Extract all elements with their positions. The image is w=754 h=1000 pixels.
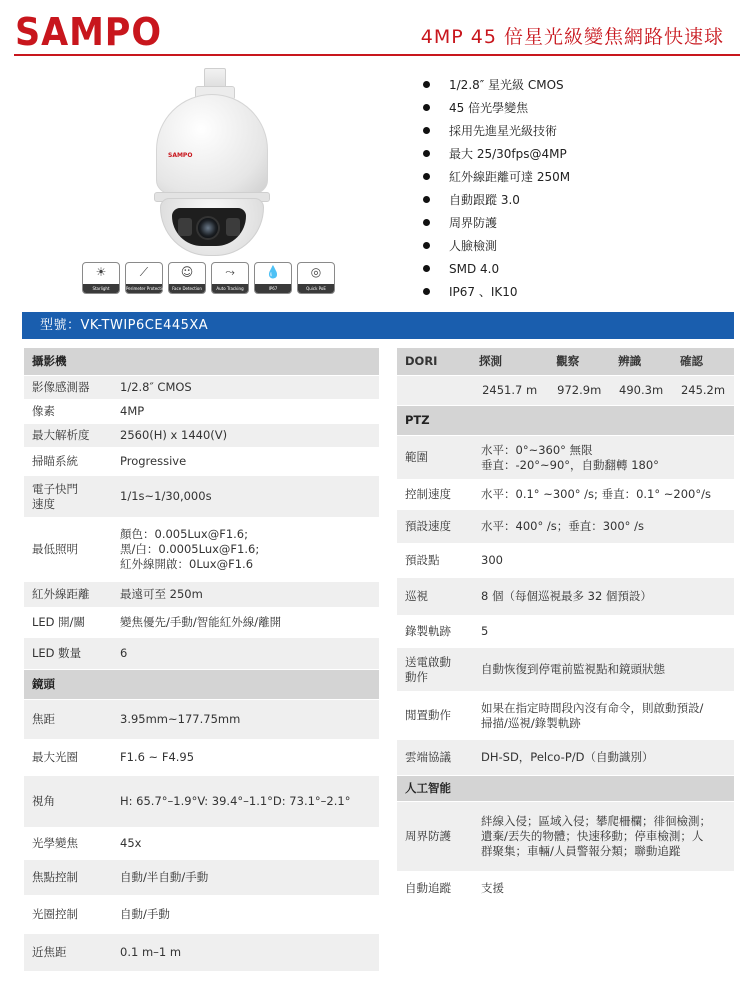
spec-value: 絆線入侵；區域入侵；攀爬柵欄；徘徊檢測； 遺棄/丟失的物體；快速移動；停車檢測；人 群聚集；車輛/人員警報分類；聯動追蹤	[471, 802, 734, 872]
dori-col: 確認	[672, 348, 734, 376]
spec-row	[24, 582, 379, 608]
spec-value: 支援	[471, 872, 734, 906]
spec-row	[24, 740, 379, 776]
spec-label: 預設速度	[397, 510, 471, 544]
spec-label: 像素	[24, 400, 110, 424]
section-header: 攝影機	[24, 348, 379, 376]
spec-value: 水平：400° /s；垂直：300° /s	[471, 510, 734, 544]
spec-row	[397, 872, 734, 906]
spec-label: 光圈控制	[24, 896, 110, 934]
tracking-icon	[211, 262, 249, 294]
spec-label: 光學變焦	[24, 828, 110, 860]
spec-label: 近焦距	[24, 934, 110, 972]
header-divider	[14, 54, 740, 56]
dori-col: 探測	[471, 348, 548, 376]
spec-row	[24, 700, 379, 740]
spec-label: 紅外線距離	[24, 582, 110, 608]
feature-item: 紅外線距離可達 250M	[423, 168, 570, 191]
spec-label: 最大解析度	[24, 424, 110, 448]
spec-row	[24, 896, 379, 934]
brand-logo: SAMPO	[15, 10, 162, 54]
spec-row	[397, 544, 734, 578]
spec-value: 自動/半自動/手動	[110, 860, 379, 896]
spec-value: 8 個（每個巡視最多 32 個預設）	[471, 578, 734, 616]
spec-row	[24, 934, 379, 972]
ir-led-left	[178, 218, 192, 236]
dori-col: 辨識	[610, 348, 672, 376]
dori-value: 490.3m	[610, 376, 672, 406]
tracking-icon-glyph: ⤳	[225, 265, 235, 279]
spec-row	[397, 648, 734, 692]
dori-header-row	[397, 348, 734, 376]
spec-row	[24, 376, 379, 400]
spec-value: 變焦優先/手動/智能紅外線/離開	[110, 608, 379, 638]
feature-item: 45 倍光學變焦	[423, 99, 570, 122]
spec-row	[397, 740, 734, 776]
icon-caption: IP67	[255, 284, 291, 293]
feature-item: IP67 、IK10	[423, 283, 570, 306]
dori-values-row	[397, 376, 734, 406]
spec-label: LED 數量	[24, 638, 110, 670]
feature-item: 採用先進星光級技術	[423, 122, 570, 145]
spec-label: 周界防護	[397, 802, 471, 872]
icon-caption: Quick PoE	[298, 284, 334, 293]
spec-label: 送電啟動 動作	[397, 648, 471, 692]
perimeter-icon	[125, 262, 168, 294]
feature-item: 最大 25/30fps@4MP	[423, 145, 570, 168]
face-icon-glyph: ☺	[180, 265, 194, 279]
dori-label: DORI	[397, 348, 471, 376]
spec-value: DH-SD，Pelco-P/D（自動識別）	[471, 740, 734, 776]
section-header: PTZ	[397, 406, 734, 436]
starlight-icon	[82, 262, 120, 294]
water-icon-glyph: 💧	[265, 265, 281, 279]
spec-row	[24, 400, 379, 424]
spec-label: 控制速度	[397, 480, 471, 510]
spec-row	[24, 476, 379, 518]
spec-value: 最遠可至 250m	[110, 582, 379, 608]
ir-led-right	[226, 218, 240, 236]
model-bar: 型號：VK-TWIP6CE445XA	[22, 312, 734, 339]
spec-value: 3.95mm~177.75mm	[110, 700, 379, 740]
feature-item: SMD 4.0	[423, 260, 570, 283]
spec-label: 影像感測器	[24, 376, 110, 400]
spec-value: 5	[471, 616, 734, 648]
spec-label: 預設點	[397, 544, 471, 578]
spec-label: LED 開/關	[24, 608, 110, 638]
feature-item: 自動跟蹤 3.0	[423, 191, 570, 214]
icon-caption: Auto Tracking	[212, 284, 248, 293]
feature-item: 人臉檢測	[423, 237, 570, 260]
spec-value: 45x	[110, 828, 379, 860]
spec-value: 300	[471, 544, 734, 578]
dori-empty	[397, 376, 471, 406]
section-header: 鏡頭	[24, 670, 379, 700]
poe-icon	[297, 262, 335, 294]
spec-row	[24, 448, 379, 476]
spec-value: 6	[110, 638, 379, 670]
spec-row	[24, 828, 379, 860]
feature-icons	[82, 262, 335, 294]
spec-value: 0.1 m–1 m	[110, 934, 379, 972]
section-header-row	[24, 670, 379, 700]
dori-value: 245.2m	[672, 376, 734, 406]
spec-label: 焦距	[24, 700, 110, 740]
spec-table-left	[24, 348, 379, 972]
spec-value: 水平：0°~360° 無限 垂直：-20°~90°，自動翻轉 180°	[471, 436, 734, 480]
spec-label: 最大光圈	[24, 740, 110, 776]
spec-label: 自動追蹤	[397, 872, 471, 906]
spec-table-right	[397, 348, 734, 906]
spec-value: 1/1s~1/30,000s	[110, 476, 379, 518]
spec-row	[24, 424, 379, 448]
spec-label: 巡視	[397, 578, 471, 616]
spec-label: 閒置動作	[397, 692, 471, 740]
spec-value: 如果在指定時間段內沒有命令，則啟動預設/ 掃描/巡視/錄製軌跡	[471, 692, 734, 740]
spec-value: 顏色：0.005Lux@F1.6; 黑/白：0.0005Lux@F1.6; 紅外線開啟：0Lux@F1.6	[110, 518, 379, 582]
page-title: 4MP 45 倍星光級變焦網路快速球	[420, 26, 724, 48]
spec-label: 電子快門 速度	[24, 476, 110, 518]
spec-label: 範圍	[397, 436, 471, 480]
icon-caption: Starlight	[83, 284, 119, 293]
spec-value: F1.6 ~ F4.95	[110, 740, 379, 776]
spec-row	[24, 608, 379, 638]
camera-dome	[156, 94, 268, 194]
icon-caption: Perimeter Protection	[126, 286, 168, 291]
section-header: 人工智能	[397, 776, 734, 802]
spec-row	[397, 802, 734, 872]
section-header-row	[24, 348, 379, 376]
face-icon	[168, 262, 206, 294]
spec-row	[24, 776, 379, 828]
spec-label: 錄製軌跡	[397, 616, 471, 648]
spec-label: 焦點控制	[24, 860, 110, 896]
perimeter-icon-glyph: ⟋	[139, 265, 149, 279]
spec-row	[397, 692, 734, 740]
icon-caption: Face Detection	[169, 284, 205, 293]
spec-row	[24, 638, 379, 670]
poe-icon-glyph: ◎	[310, 265, 322, 279]
spec-row	[397, 480, 734, 510]
dori-value: 972.9m	[548, 376, 610, 406]
camera-illustration	[150, 68, 270, 258]
camera-brand-mark: SAMPO	[168, 152, 193, 159]
spec-row	[397, 616, 734, 648]
dori-col: 觀察	[548, 348, 610, 376]
spec-label: 最低照明	[24, 518, 110, 582]
spec-row	[24, 518, 379, 582]
spec-value: 4MP	[110, 400, 379, 424]
spec-value: 自動恢復到停電前監視點和鏡頭狀態	[471, 648, 734, 692]
section-header-row	[397, 406, 734, 436]
dori-value: 2451.7 m	[471, 376, 548, 406]
spec-row	[397, 578, 734, 616]
spec-row	[24, 860, 379, 896]
feature-item: 周界防護	[423, 214, 570, 237]
spec-label: 雲端協議	[397, 740, 471, 776]
spec-label: 視角	[24, 776, 110, 828]
spec-value: 2560(H) x 1440(V)	[110, 424, 379, 448]
feature-item: 1/2.8″ 星光級 CMOS	[423, 76, 570, 99]
spec-row	[397, 510, 734, 544]
spec-value: 自動/手動	[110, 896, 379, 934]
water-icon	[254, 262, 292, 294]
section-header-row	[397, 776, 734, 802]
camera-lens	[196, 216, 220, 240]
spec-label: 掃瞄系統	[24, 448, 110, 476]
spec-value: 1/2.8″ CMOS	[110, 376, 379, 400]
spec-value: Progressive	[110, 448, 379, 476]
spec-row	[397, 436, 734, 480]
spec-value: 水平：0.1° ~300° /s; 垂直：0.1° ~200°/s	[471, 480, 734, 510]
starlight-icon-glyph: ☀	[95, 265, 107, 279]
spec-value: H: 65.7°–1.9°V: 39.4°–1.1°D: 73.1°–2.1°	[110, 776, 379, 828]
feature-list	[423, 76, 570, 306]
